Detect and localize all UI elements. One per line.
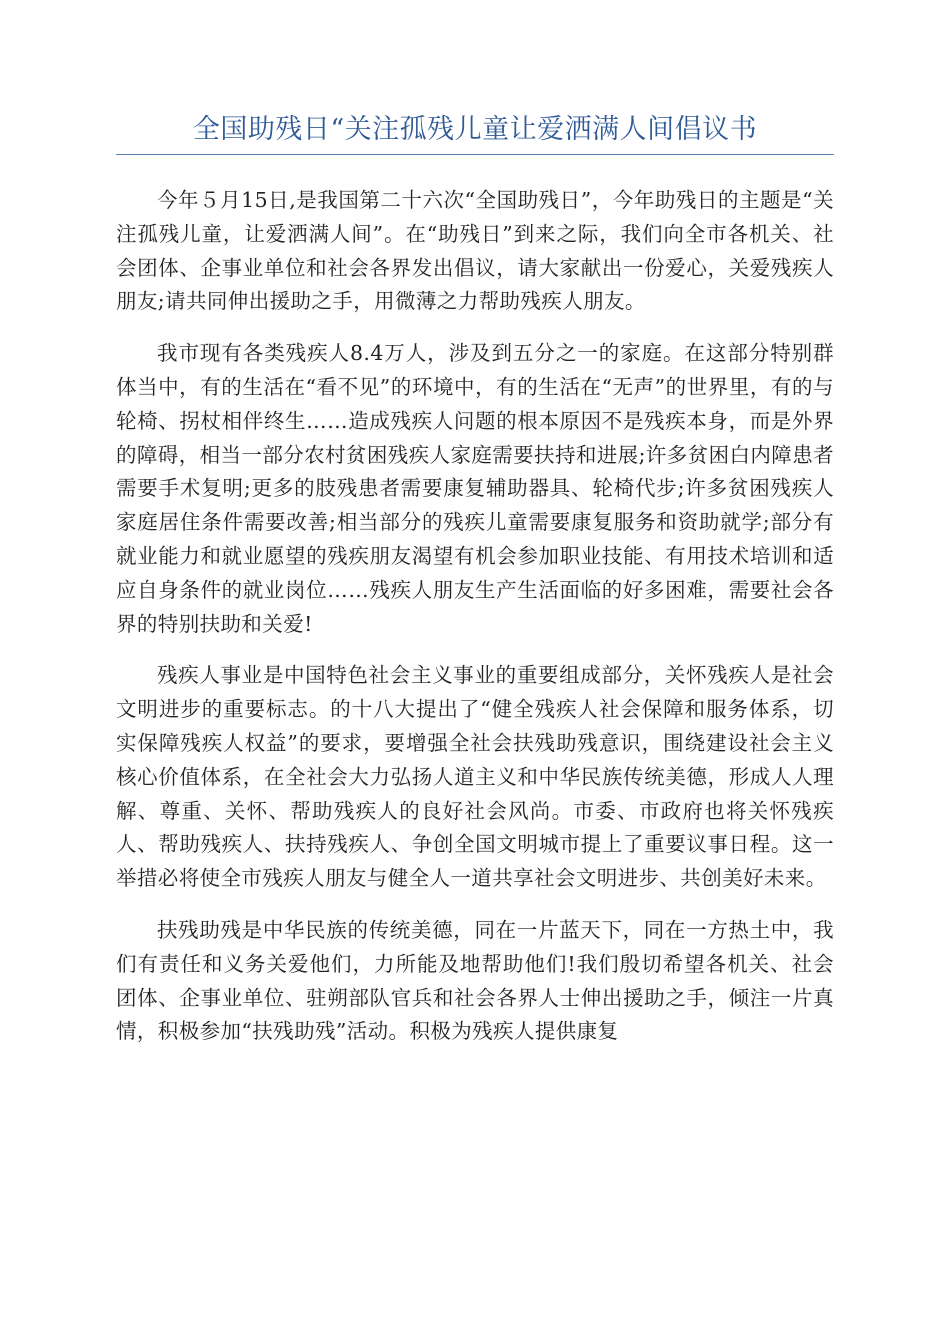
paragraph-1: 今年５月15日,是我国第二十六次“全国助残日”，今年助残日的主题是“关注孤残儿童，让爱洒满人间”。在“助残日”到来之际，我们向全市各机关、社会团体、企事业单位和社会各界发出倡议，请大家献出一份爱心，关爱残疾人朋友;请共同伸出援助之手，用微薄之力帮助残疾人朋友。 [116,188,834,314]
document-title: 全国助残日“关注孤残儿童让爱洒满人间倡议书 [192,114,758,145]
paragraph-4: 扶残助残是中华民族的传统美德，同在一片蓝天下，同在一方热土中，我们有责任和义务关爱他们，力所能及地帮助他们!我们殷切希望各机关、社会团体、企事业单位、驻朔部队官兵和社会各界人士伸出援助之手，倾注一片真情，积极参加“扶残助残”活动。积极为残疾人提供康复 [116,917,834,1044]
paragraph-2: 我市现有各类残疾人8.4万人，涉及到五分之一的家庭。在这部分特别群体当中，有的生活在“看不见”的环境中，有的生活在“无声”的世界里，有的与轮椅、拐杖相伴终生……造成残疾人问题的根本原因不是残疾本身，而是外界的障碍，相当一部分农村贫困残疾人家庭需要扶持和进展;许多贫困白内障患者需要手术复明;更多的肢残患者需要康复辅助器具、轮椅代步;许多贫困残疾人家庭居住条件需要改善;相当部分的残疾儿童需要康复服务和资助就学;部分有就业能力和就业愿望的残疾朋友渴望有机会参加职业技能、有用技术培训和适应自身条件的就业岗位……残疾人朋友生产生活面临的好多困难，需要社会各界的特别扶助和关爱! [116,341,834,636]
paragraph-3: 残疾人事业是中国特色社会主义事业的重要组成部分，关怀残疾人是社会文明进步的重要标志。的十八大提出了“健全残疾人社会保障和服务体系，切实保障残疾人权益”的要求，要增强全社会扶残助残意识，围绕建设社会主义核心价值体系，在全社会大力弘扬人道主义和中华民族传统美德，形成人人理解、尊重、关怀、帮助残疾人的良好社会风尚。市委、市政府也将关怀残疾人、帮助残疾人、扶持残疾人、争创全国文明城市提上了重要议事日程。这一举措必将使全市残疾人朋友与健全人一道共享社会文明进步、共创美好未来。 [116,663,834,891]
title-block [116,112,834,155]
document-body [116,184,834,1067]
